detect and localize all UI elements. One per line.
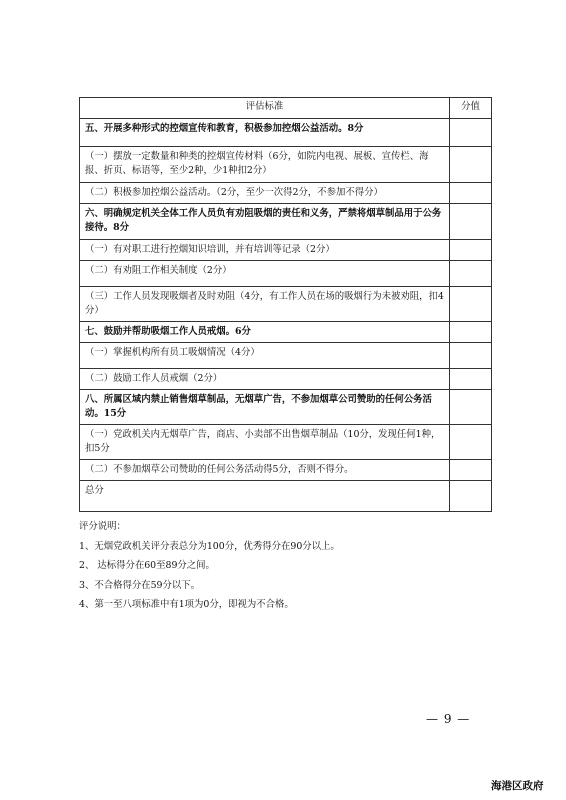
notes-item: 3、不合格得分在59分以下。 xyxy=(79,579,201,591)
table-row xyxy=(80,240,492,261)
score-cell xyxy=(450,322,492,343)
score-cell xyxy=(450,390,492,425)
score-cell xyxy=(450,481,492,512)
evaluation-table xyxy=(79,97,492,512)
notes-item: 1、无烟党政机关评分表总分为100分，优秀得分在90分以上。 xyxy=(79,540,340,552)
score-cell xyxy=(450,147,492,183)
criteria-item: （二）有劝阻工作相关制度（2分） xyxy=(80,261,450,287)
criteria-item: （二）不参加烟草公司赞助的任何公务活动得5分，否则不得分。 xyxy=(80,460,450,481)
criteria-item: （二）积极参加控烟公益活动。（2分，至少一次得2分，不参加不得分） xyxy=(80,183,450,204)
criteria-section-heading: 五、开展多种形式的控烟宣传和教育，积极参加控烟公益活动。8分 xyxy=(80,119,450,147)
score-cell xyxy=(450,287,492,322)
table-row xyxy=(80,322,492,343)
header-score: 分值 xyxy=(450,98,492,119)
score-cell xyxy=(450,343,492,369)
criteria-item: （三）工作人员发现吸烟者及时劝阻（4分，有工作人员在场的吸烟行为未被劝阻，扣4分） xyxy=(80,287,450,322)
criteria-section-heading: 六、明确规定机关全体工作人员负有劝阻吸烟的责任和义务，严禁将烟草制品用于公务接待。8分 xyxy=(80,204,450,240)
criteria-item: （一）党政机关内无烟草广告，商店、小卖部不出售烟草制品（10分，发现任何1种，扣5分 xyxy=(80,425,450,460)
criteria-item: （一）掌握机构所有员工吸烟情况（4分） xyxy=(80,343,450,369)
scoring-notes xyxy=(79,517,340,615)
criteria-item: （二）鼓励工作人员戒烟（2分） xyxy=(80,369,450,390)
table-row xyxy=(80,343,492,369)
page-number: — 9 — xyxy=(426,712,471,726)
notes-item: 2、 达标得分在60至89分之间。 xyxy=(79,560,215,571)
table-row xyxy=(80,261,492,287)
score-cell xyxy=(450,119,492,147)
table-row xyxy=(80,390,492,425)
table-row xyxy=(80,460,492,481)
score-cell xyxy=(450,183,492,204)
score-cell xyxy=(450,261,492,287)
table-row xyxy=(80,183,492,204)
score-cell xyxy=(450,369,492,390)
score-cell xyxy=(450,204,492,240)
score-cell xyxy=(450,425,492,460)
table-header-row xyxy=(80,98,492,119)
score-cell xyxy=(450,460,492,481)
criteria-item: （一）摆放一定数量和种类的控烟宣传材料（6分，如院内电视、展板、宣传栏、海报、折页、标语等，至少2种，少1种扣2分） xyxy=(80,147,450,183)
table-row xyxy=(80,119,492,147)
criteria-section-heading: 八、所属区域内禁止销售烟草制品，无烟草广告，不参加烟草公司赞助的任何公务活动。15分 xyxy=(80,390,450,425)
notes-item: 4、第一至八项标准中有1项为0分，即视为不合格。 xyxy=(79,599,294,610)
table-row xyxy=(80,287,492,322)
table-row xyxy=(80,204,492,240)
table-row xyxy=(80,425,492,460)
criteria-item: （一）有对职工进行控烟知识培训，并有培训等记录（2分） xyxy=(80,240,450,261)
criteria-section-heading: 七、鼓励并帮助吸烟工作人员戒烟。6分 xyxy=(80,322,450,343)
notes-heading: 评分说明： xyxy=(79,521,126,532)
table-row xyxy=(80,369,492,390)
score-cell xyxy=(450,240,492,261)
table-row xyxy=(80,481,492,512)
table-row xyxy=(80,147,492,183)
criteria-item: 总分 xyxy=(80,481,450,512)
header-criteria: 评估标准 xyxy=(80,98,450,119)
footer-source: 海港区政府 xyxy=(491,780,544,792)
